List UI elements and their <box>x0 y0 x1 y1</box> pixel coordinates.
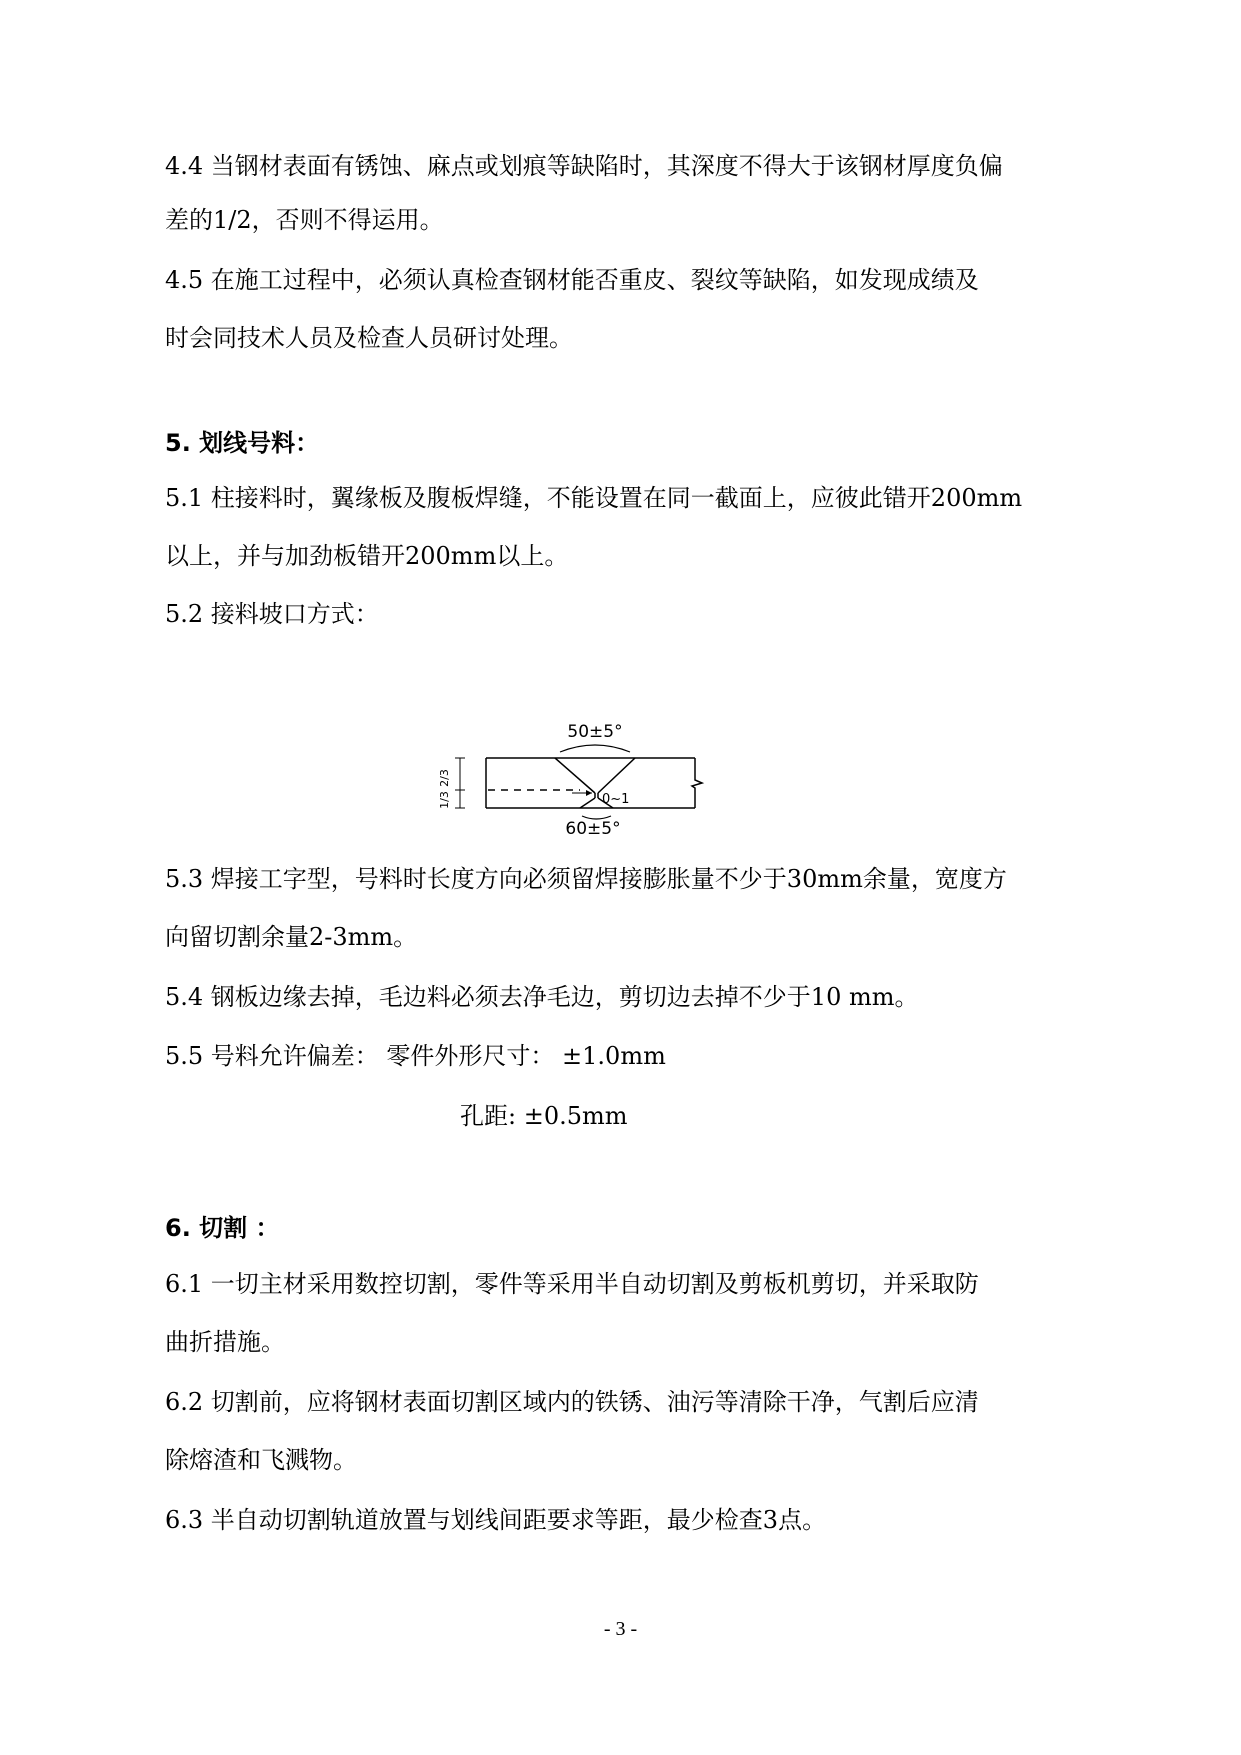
para-6-2-line2: 除熔渣和飞溅物。 <box>165 1446 357 1474</box>
bottom-angle-label: 60±5° <box>565 819 621 838</box>
para-5-3-line1: 5.3 焊接工字型，号料时长度方向必须留焊接膨胀量不少于30mm余量，宽度方 <box>165 865 1007 893</box>
root-gap-label: 0~1 <box>602 792 630 807</box>
para-6-1-line1: 6.1 一切主材采用数控切割，零件等采用半自动切割及剪板机剪切，并采取防 <box>165 1270 979 1298</box>
para-6-2-line1: 6.2 切割前，应将钢材表面切割区域内的铁锈、油污等清除干净，气割后应清 <box>165 1388 979 1416</box>
left-label-upper: 2/3 <box>438 769 451 787</box>
groove-diagram <box>430 718 720 838</box>
para-4-5-line2: 时会同技术人员及检查人员研讨处理。 <box>165 324 573 352</box>
top-angle-label: 50±5° <box>567 722 623 742</box>
para-5-1-line2: 以上，并与加劲板错开200mm以上。 <box>165 542 569 570</box>
para-5-1-line1: 5.1 柱接料时，翼缘板及腹板焊缝，不能设置在同一截面上，应彼此错开200mm <box>165 484 1023 512</box>
para-5-5-hole-distance: 孔距: ±0.5mm <box>460 1102 628 1130</box>
heading-5: 5. 划线号料： <box>165 429 320 457</box>
page-number: - 3 - <box>603 1618 638 1640</box>
para-5-5: 5.5 号料允许偏差： 零件外形尺寸： ±1.0mm <box>165 1042 666 1070</box>
para-4-4-line1: 4.4 当钢材表面有锈蚀、麻点或划痕等缺陷时，其深度不得大于该钢材厚度负偏 <box>165 152 1003 180</box>
para-5-2: 5.2 接料坡口方式： <box>165 600 379 628</box>
heading-6: 6. 切割 ： <box>165 1214 280 1242</box>
left-label-lower: 1/3 <box>438 791 451 809</box>
para-6-1-line2: 曲折措施。 <box>165 1328 285 1356</box>
para-6-3: 6.3 半自动切割轨道放置与划线间距要求等距，最少检查3点。 <box>165 1506 827 1534</box>
para-4-4-line2: 差的1/2，否则不得运用。 <box>165 206 444 234</box>
para-5-4: 5.4 钢板边缘去掉，毛边料必须去净毛边，剪切边去掉不少于10 mm。 <box>165 983 919 1011</box>
para-4-5-line1: 4.5 在施工过程中，必须认真检查钢材能否重皮、裂纹等缺陷，如发现成绩及 <box>165 266 979 294</box>
para-5-3-line2: 向留切割余量2-3mm。 <box>165 923 418 951</box>
